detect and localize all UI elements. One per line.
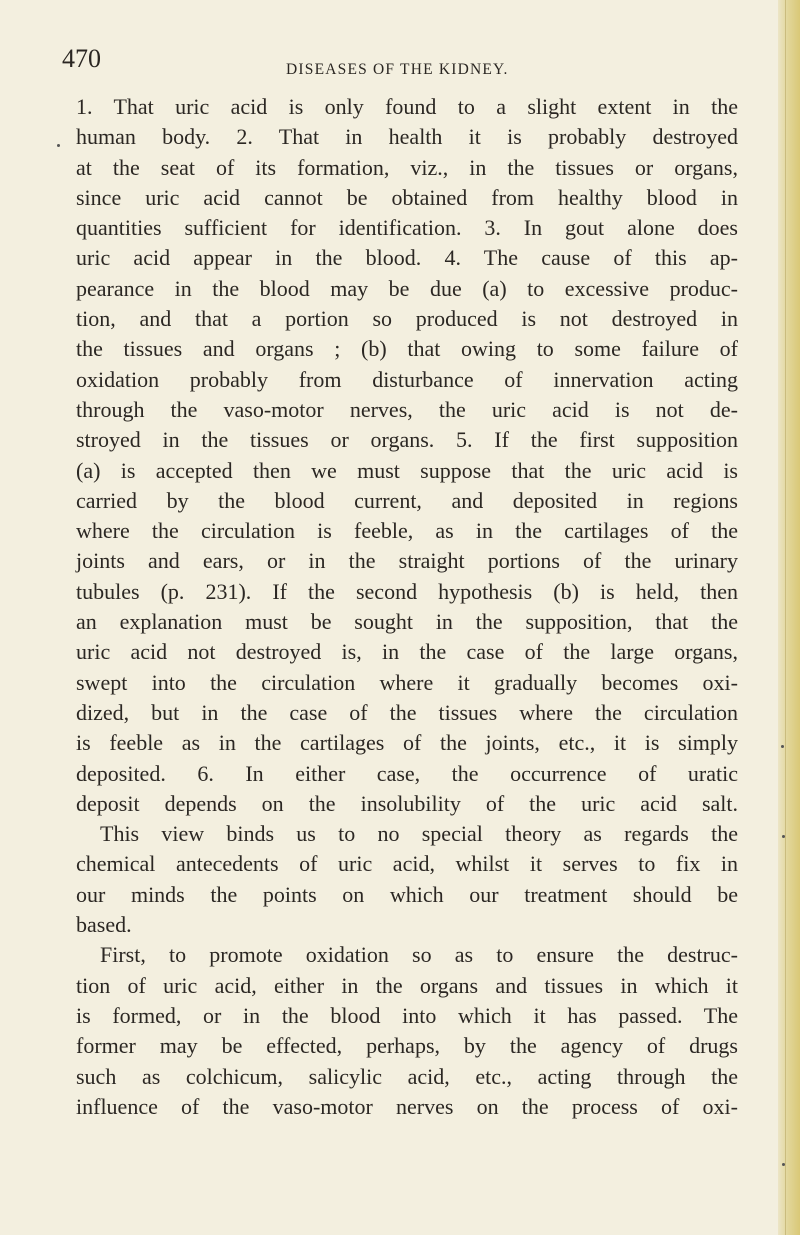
- print-speck: [781, 745, 784, 748]
- text-line: our minds the points on which our treatment should be: [76, 881, 738, 907]
- text-line: human body. 2. That in health it is probably destroyed: [76, 124, 738, 150]
- text-line: carried by the blood current, and deposited in regions: [76, 487, 738, 513]
- text-line: 1. That uric acid is only found to a slight extent in the: [76, 94, 738, 119]
- text-line: swept into the circulation where it gradually becomes oxi-: [76, 669, 738, 695]
- text-line: uric acid appear in the blood. 4. The cause of this ap-: [76, 245, 738, 271]
- text-line: stroyed in the tissues or organs. 5. If the first supposition: [76, 427, 738, 453]
- text-line: tion, and that a portion so produced is not destroyed in: [76, 306, 738, 332]
- print-speck: [57, 144, 60, 147]
- text-line: joints and ears, or in the straight portions of the urinary: [76, 548, 738, 574]
- text-line: pearance in the blood may be due (a) to excessive produc-: [76, 275, 738, 301]
- text-line: the tissues and organs ; (b) that owing to some failure of: [76, 336, 738, 362]
- text-line: First, to promote oxidation so as to ensure the destruc-: [100, 942, 738, 968]
- page-header: [62, 44, 752, 84]
- text-line: former may be effected, perhaps, by the agency of drugs: [76, 1033, 738, 1059]
- print-speck: [782, 1163, 785, 1166]
- text-line: influence of the vaso-motor nerves on the process of oxi-: [76, 1093, 738, 1119]
- text-line: at the seat of its formation, viz., in the tissues or organs,: [76, 154, 738, 180]
- text-line: where the circulation is feeble, as in the cartilages of the: [76, 518, 738, 544]
- text-line: oxidation probably from disturbance of innervation acting: [76, 366, 738, 392]
- running-head: DISEASES OF THE KIDNEY.: [286, 61, 509, 78]
- body-text: [76, 92, 738, 1122]
- text-line: deposited. 6. In either case, the occurrence of uratic: [76, 760, 738, 786]
- text-line: uric acid not destroyed is, in the case of the large organs,: [76, 639, 738, 665]
- text-line: This view binds us to no special theory as regards the: [100, 821, 738, 847]
- text-line: such as colchicum, salicylic acid, etc., acting through the: [76, 1063, 738, 1089]
- text-line: an explanation must be sought in the supposition, that the: [76, 609, 738, 635]
- text-line: tubules (p. 231). If the second hypothesis (b) is held, then: [76, 578, 738, 604]
- text-line: quantities sufficient for identification. 3. In gout alone does: [76, 215, 738, 241]
- page-edge-line: [785, 0, 786, 1235]
- text-line: tion of uric acid, either in the organs and tissues in which it: [76, 972, 738, 998]
- print-speck: [782, 835, 785, 838]
- text-line: based.: [76, 912, 132, 938]
- text-line: chemical antecedents of uric acid, whilst it serves to fix in: [76, 851, 738, 877]
- text-line: deposit depends on the insolubility of the uric acid salt.: [76, 790, 738, 816]
- text-line: is feeble as in the cartilages of the joints, etc., it is simply: [76, 730, 738, 756]
- text-line: through the vaso-motor nerves, the uric acid is not de-: [76, 396, 738, 422]
- text-line: since uric acid cannot be obtained from healthy blood in: [76, 184, 738, 210]
- page-edge: [778, 0, 800, 1235]
- page-number: 470: [62, 44, 101, 73]
- text-line: (a) is accepted then we must suppose that the uric acid is: [76, 457, 738, 483]
- text-line: dized, but in the case of the tissues where the circulation: [76, 699, 738, 725]
- text-line: is formed, or in the blood into which it has passed. The: [76, 1002, 738, 1028]
